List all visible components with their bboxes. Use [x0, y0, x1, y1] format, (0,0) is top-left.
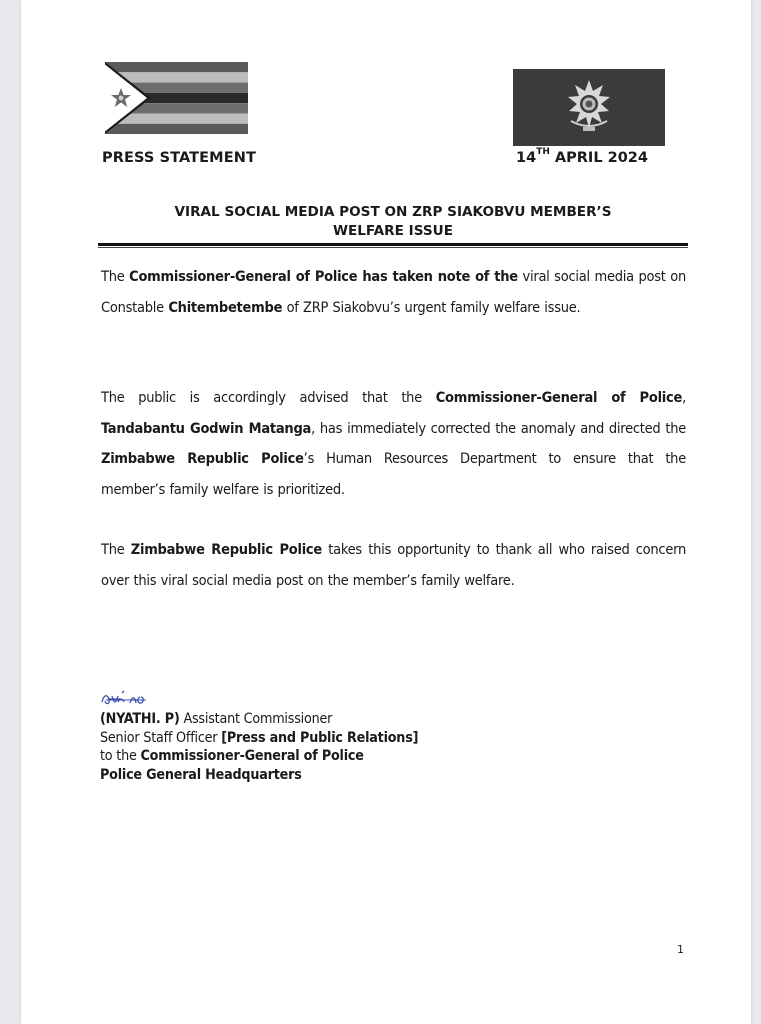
- bold-text-segment: Commissioner-General of Police: [435, 390, 683, 406]
- signatory-line: [100, 710, 418, 729]
- text-segment: The: [101, 269, 130, 285]
- signatory-position-line: [100, 729, 418, 748]
- signatory-hq-line: [100, 766, 418, 785]
- text-segment: ’s Human Resources Department to ensure that the member’s family welfare is prioritized.: [101, 451, 686, 498]
- signatory-name: (NYATHI. P): [100, 711, 180, 727]
- paragraph-1: [101, 262, 686, 323]
- text-segment: of ZRP Siakobvu’s urgent family welfare issue.: [282, 299, 581, 316]
- date-suffix: TH: [536, 147, 550, 157]
- signatory-office-line: [100, 747, 418, 766]
- text-segment: viral social media post on Constable: [101, 269, 687, 316]
- title-line-1: VIRAL SOCIAL MEDIA POST ON ZRP SIAKOBVU MEMBER’S: [174, 204, 612, 220]
- position-department: [Press and Public Relations]: [221, 729, 419, 746]
- bold-text-segment: Chitembetembe: [168, 299, 283, 316]
- bold-text-segment: Tandabantu Godwin Matanga: [101, 420, 312, 437]
- page-number: 1: [677, 943, 684, 956]
- text-segment: The: [101, 542, 131, 558]
- bold-text-segment: Zimbabwe Republic Police: [101, 451, 304, 467]
- signatory-rank: Assistant Commissioner: [179, 711, 333, 727]
- office-name: Commissioner-General of Police: [140, 748, 364, 764]
- headquarters-name: Police General Headquarters: [100, 766, 302, 783]
- handwritten-signature: [100, 690, 150, 708]
- statement-date: [516, 147, 648, 166]
- paragraph-2: [101, 383, 686, 505]
- title-line-2: WELFARE ISSUE: [332, 223, 454, 239]
- text-segment: ,: [682, 390, 686, 406]
- zrp-police-emblem-icon: [513, 69, 665, 146]
- date-month-year: APRIL 2024: [549, 150, 648, 166]
- office-prefix: to the: [100, 748, 141, 764]
- press-statement-label: PRESS STATEMENT: [102, 150, 256, 166]
- text-segment: , has immediately corrected the anomaly and directed the: [311, 420, 687, 437]
- date-day: 14: [516, 150, 537, 166]
- zimbabwe-flag-icon: [105, 62, 248, 134]
- text-segment: takes this opportunity to thank all who raised concern over this viral social media post on the member’s family welfare.: [101, 542, 687, 589]
- document-title: [98, 203, 688, 241]
- title-divider-thick: [98, 243, 688, 246]
- bold-text-segment: Zimbabwe Republic Police: [130, 542, 323, 558]
- title-divider-thin: [98, 247, 688, 248]
- signature-block: [100, 710, 418, 784]
- position-text: Senior Staff Officer: [100, 729, 222, 746]
- text-segment: The public is accordingly advised that the: [101, 390, 436, 406]
- paragraph-3: [101, 535, 686, 596]
- bold-text-segment: Commissioner-General of Police has taken note of the: [129, 269, 518, 285]
